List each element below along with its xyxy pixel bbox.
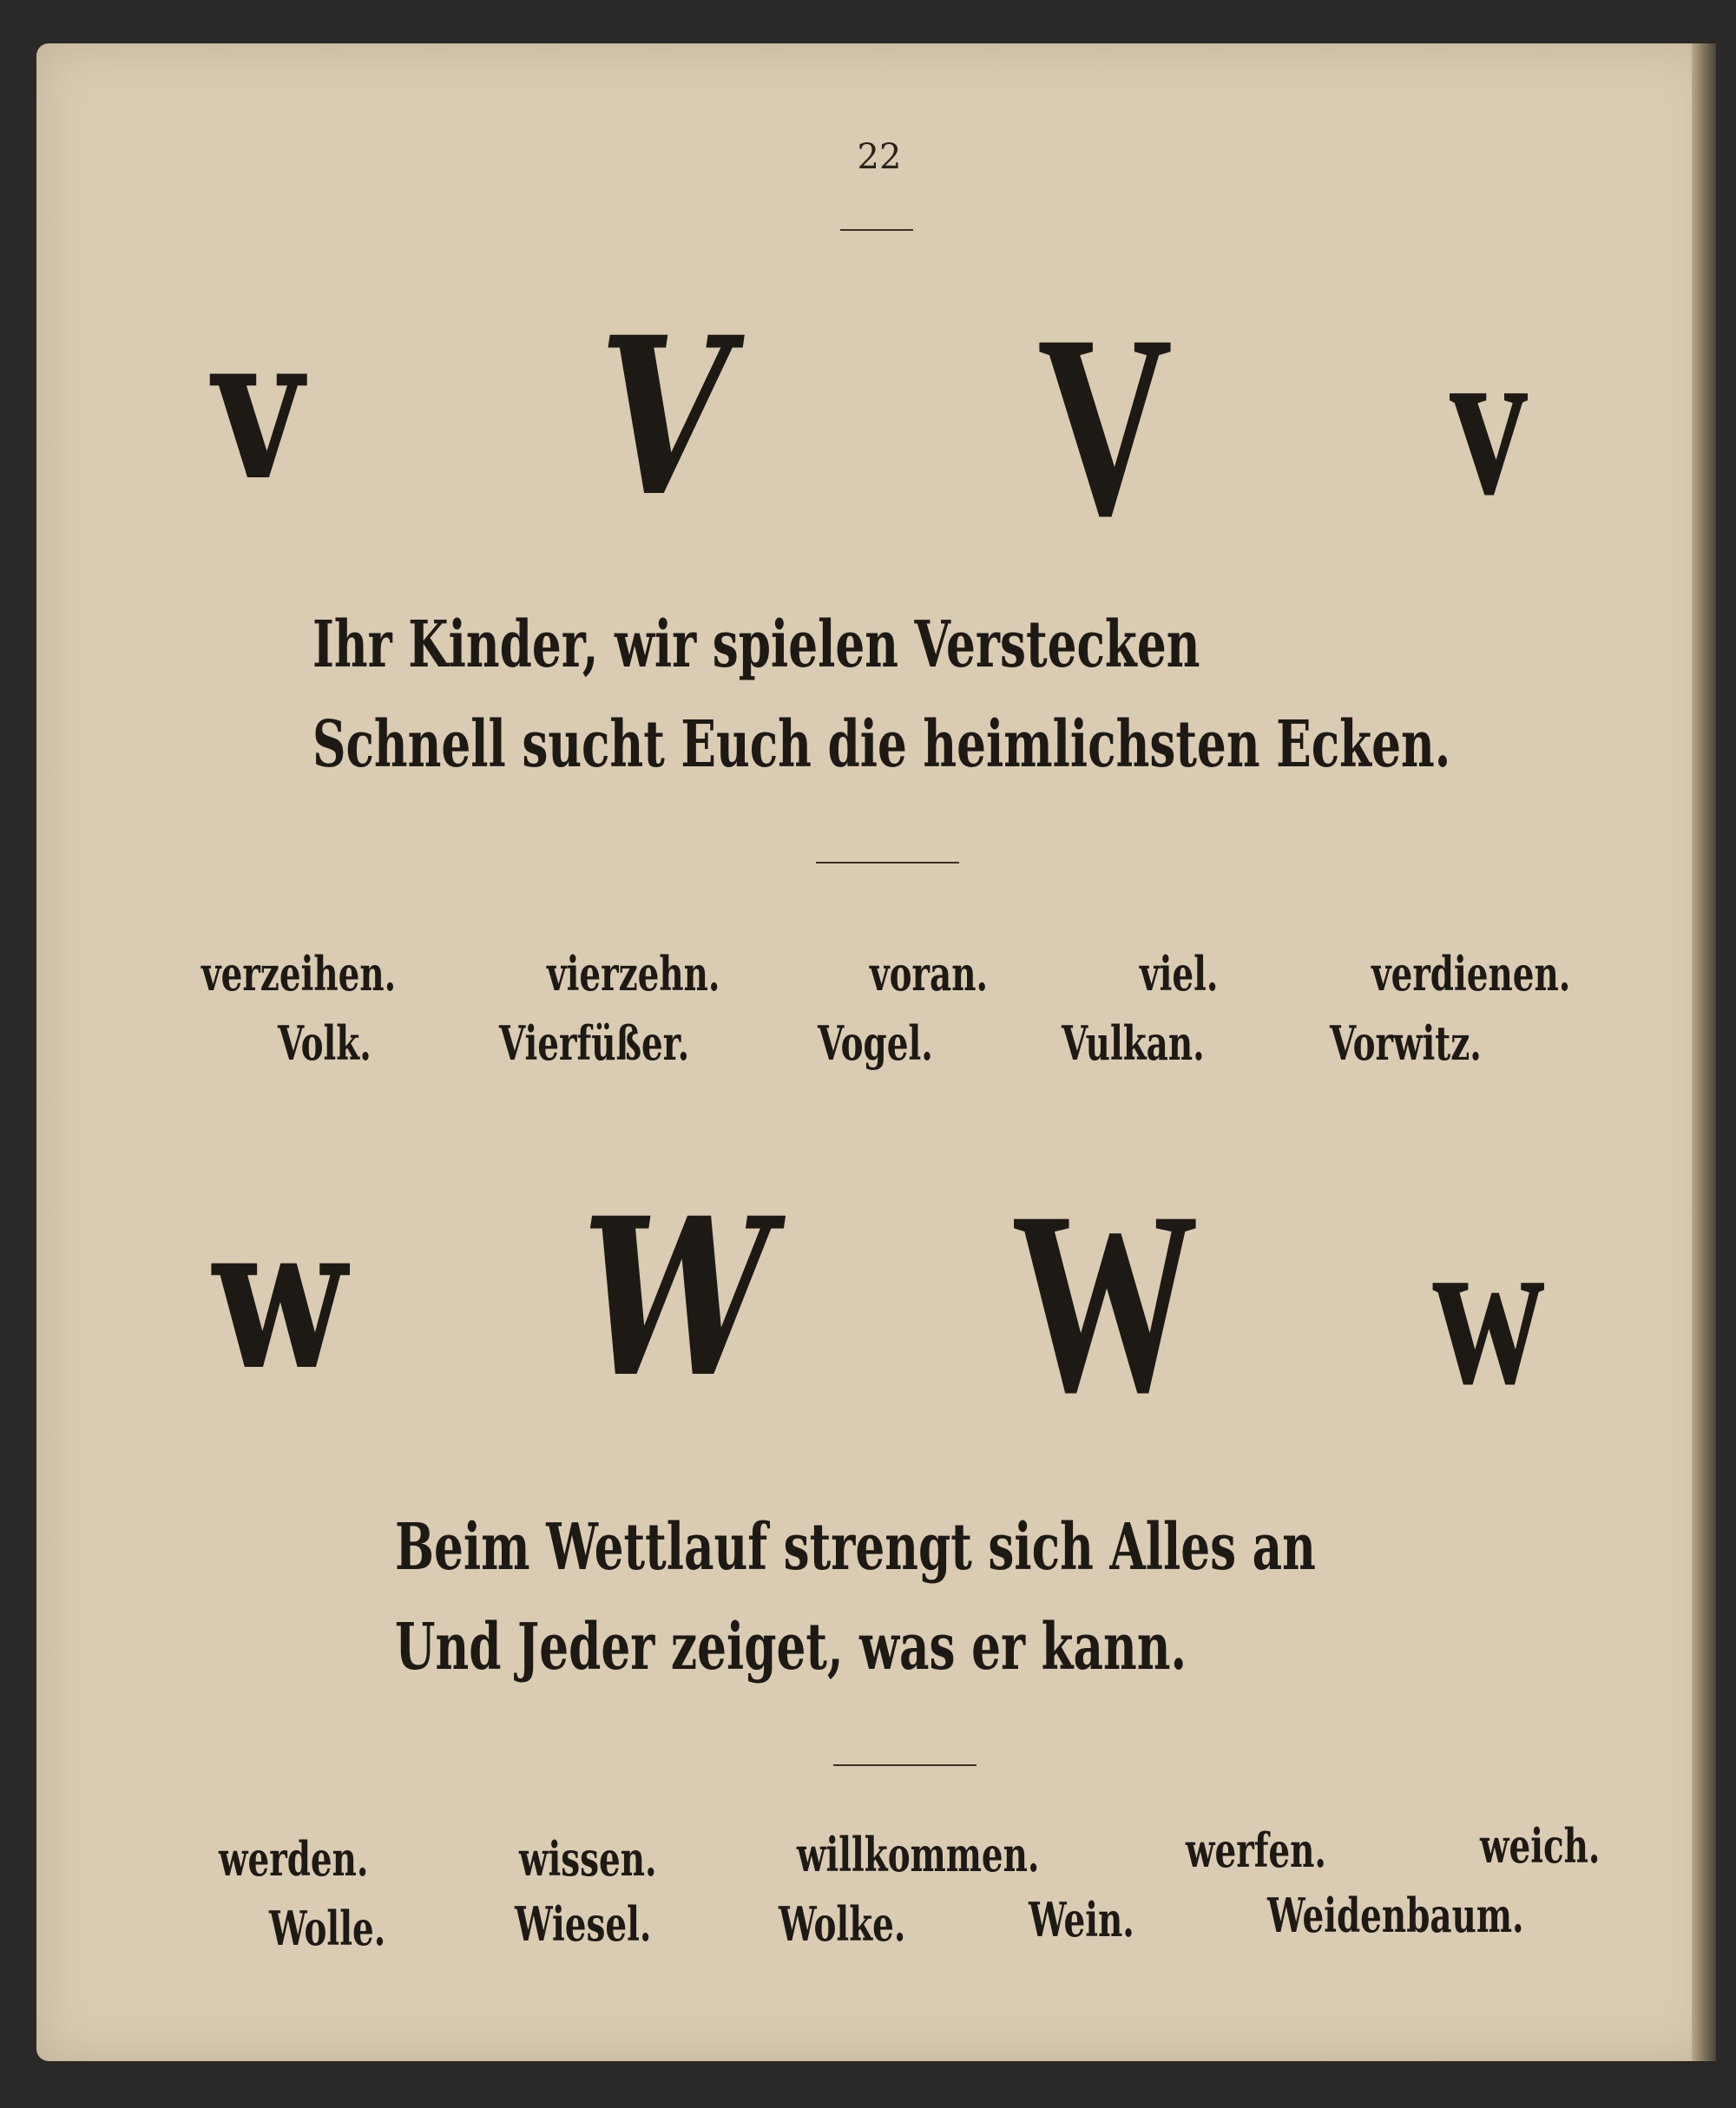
letter-v-roman-upper: V xyxy=(1037,281,1173,569)
word-v-row2-1: Volk. xyxy=(278,1015,372,1071)
word-w-row1-2: wissen. xyxy=(519,1831,657,1887)
word-w-row2-1: Wolle. xyxy=(269,1901,386,1956)
word-v-row1-1: verzeihen. xyxy=(201,946,397,1001)
letter-w-roman-lower: w xyxy=(1432,1190,1545,1430)
word-w-row2-5: Weidenbaum. xyxy=(1267,1888,1524,1943)
verse-v-line-2: Schnell sucht Euch die heimlichsten Ecken. xyxy=(312,707,1451,782)
letter-w-blackletter-lower: w xyxy=(213,1180,346,1415)
word-v-row1-4: viel. xyxy=(1140,946,1219,1001)
word-v-row1-5: verdienen. xyxy=(1371,946,1571,1001)
divider-v xyxy=(816,862,959,864)
word-w-row1-4: werfen. xyxy=(1186,1822,1326,1878)
verse-v-line-1: Ihr Kinder, wir spielen Verstecken xyxy=(312,607,1200,682)
verse-w-line-2: Und Jeder zeiget, was er kann. xyxy=(395,1610,1187,1684)
verse-w-line-1: Beim Wettlauf strengt sich Alles an xyxy=(395,1510,1316,1585)
letter-v-blackletter-upper: V xyxy=(599,289,730,544)
page-number: 22 xyxy=(857,137,902,177)
word-w-row2-3: Wolke. xyxy=(779,1896,906,1952)
word-w-row1-5: weich. xyxy=(1480,1818,1601,1874)
word-w-row2-4: Wein. xyxy=(1029,1892,1134,1947)
word-w-row1-3: willkommen. xyxy=(797,1827,1040,1882)
word-v-row2-4: Vulkan. xyxy=(1062,1015,1205,1071)
word-v-row1-2: vierzehn. xyxy=(547,946,720,1001)
divider-w xyxy=(833,1764,976,1766)
word-v-row1-3: voran. xyxy=(870,946,989,1001)
word-v-row2-5: Vorwitz. xyxy=(1330,1015,1482,1071)
letter-w-roman-upper: W xyxy=(1011,1158,1199,1446)
letter-w-blackletter-upper: W xyxy=(582,1170,772,1425)
word-v-row2-3: Vogel. xyxy=(818,1015,933,1071)
word-w-row2-2: Wiesel. xyxy=(515,1896,652,1952)
page-number-underline xyxy=(840,229,913,231)
word-v-row2-2: Vierfüßer. xyxy=(499,1015,690,1071)
letter-v-blackletter-lower: v xyxy=(213,291,303,525)
book-spine xyxy=(1692,43,1716,2061)
letter-v-roman-lower: v xyxy=(1450,300,1528,541)
word-w-row1-1: werden. xyxy=(219,1831,369,1887)
